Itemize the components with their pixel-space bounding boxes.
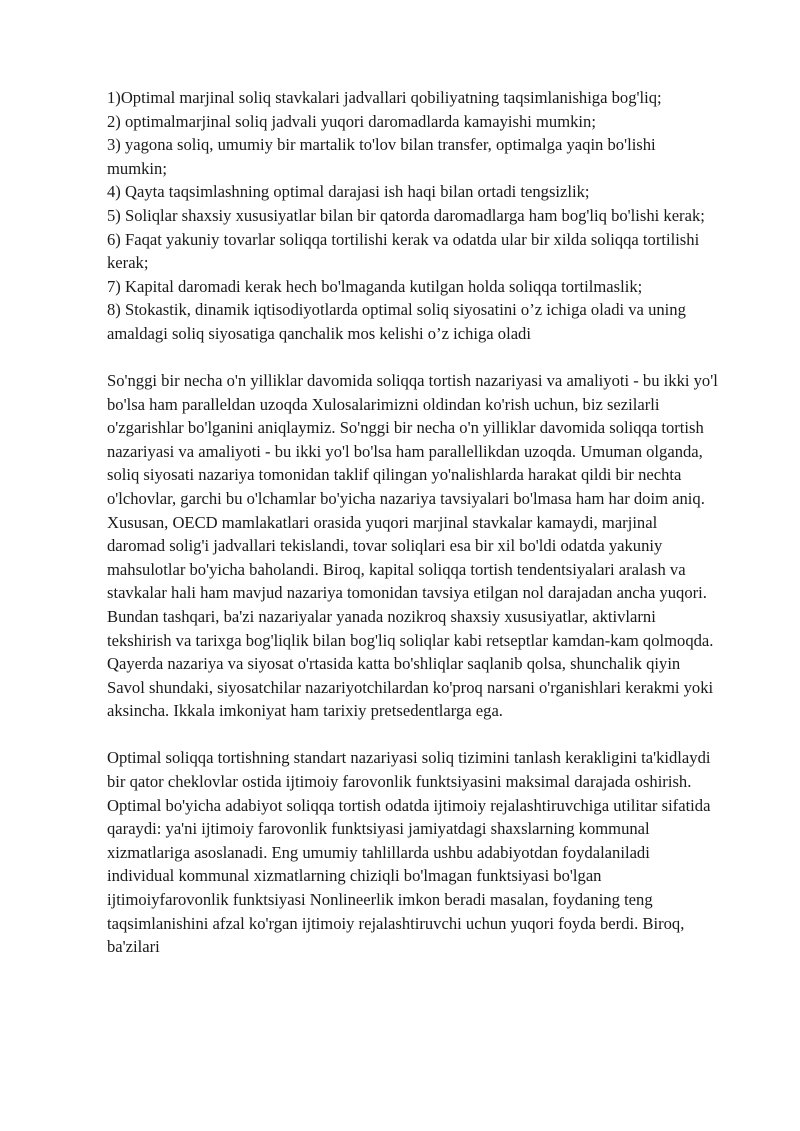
list-item: 8) Stokastik, dinamik iqtisodiyotlarda optimal soliq siyosatini o’z ichiga oladi va uning amaldagi soliq siyosatiga qanchalik mos kelishi o’z ichiga oladi <box>107 300 686 343</box>
list-item: 2) optimalmarjinal soliq jadvali yuqori daromadlarda kamayishi mumkin; <box>107 111 596 131</box>
paragraph-optimal-taxation: Optimal soliqqa tortishning standart nazariyasi soliq tizimini tanlash kerakligini ta'kidlaydi bir qator cheklovlar ostida ijtimoiy farovonlik funktsiyasini maksimal darajada oshirish. Optimal bo'yicha adabiyot soliqqa tortish odatda ijtimoiy rejalashtiruvchiga utilitar sifatida qaraydi: ya'ni ijtimoiy farovonlik funktsiyasi jamiyatdagi shaxslarning kommunal xizmatlariga asoslanadi. Eng umumiy tahlillarda ushbu adabiyotdan foydalaniladi individual kommunal xizmatlarning chiziqli bo'lmagan funktsiyasi bo'lgan ijtimoiyfarovonlik funktsiyasi Nonlineerlik imkon beradi masalan, foydaning teng taqsimlanishini afzal ko'rgan ijtimoiy rejalashtiruvchi uchun yuqori foyda berdi. Biroq, ba'zilari <box>107 748 711 957</box>
list-item: 4) Qayta taqsimlashning optimal darajasi ish haqi bilan ortadi tengsizlik; <box>107 182 590 202</box>
list-item: 6) Faqat yakuniy tovarlar soliqqa tortilishi kerak va odatda ular bir xilda soliqqa tortilishi kerak; <box>107 229 700 273</box>
paragraph-theory-practice <box>107 369 719 723</box>
list-item: 5) Soliqlar shaxsiy xususiyatlar bilan bir qatorda daromadlarga ham bog'liq bo'lishi kerak; <box>107 205 705 225</box>
document-page <box>107 86 719 959</box>
paragraph-text-continuation: Savol shundaki, siyosatchilar nazariyotchilardan ko'proq narsani o'rganishlari kerakmi yoki aksincha. Ikkala imkoniyat ham tarixiy pretsedentlarga ega. <box>107 677 714 721</box>
list-item: 3) yagona soliq, umumiy bir martalik to'lov bilan transfer, optimalga yaqin bo'lishi mumkin; <box>107 135 656 178</box>
paragraph-text: So'nggi bir necha o'n yilliklar davomida soliqqa tortish nazariyasi va amaliyoti - bu ikki yo'l bo'lsa ham paralleldan uzoqda Xulosalarimizni oldindan ko'rish uchun, biz sezilarli o'zgarishlar bo'lganini aniqlaymiz. So'nggi bir necha o'n yilliklar davomida soliqqa tortish nazariyasi va amaliyoti - bu ikki yo'l bo'lsa ham parallellikdan uzoqda. Umuman olganda, soliq siyosati nazariya tomonidan taklif qilingan yo'nalishlarda harakat qildi bir nechta o'lchovlar, garchi bu o'lchamlar bo'yicha nazariya tavsiyalari bo'lmasa ham har doim aniq. Xususan, OECD mamlakatlari orasida yuqori marjinal stavkalar kamaydi, marjinal daromad solig'i jadvallari tekislandi, tovar soliqlari esa bir xil bo'ldi odatda yakuniy mahsulotlar bo'yicha baholandi. Biroq, kapital soliqqa tortish tendentsiyalari aralash va stavkalar hali ham mavjud nazariya tomonidan tavsiya etilgan nol darajadan ancha yuqori. Bundan tashqari, ba'zi nazariyalar yanada nozikroq shaxsiy xususiyatlar, aktivlarni tekshirish va tarixga bog'liqlik bilan bog'liq soliqlar kabi retseptlar kamdan-kam qolmoqda. Qayerda nazariya va siyosat o'rtasida katta bo'shliqlar saqlanib qolsa, shunchalik qiyin <box>107 371 718 674</box>
list-item: 7) Kapital daromadi kerak hech bo'lmaganda kutilgan holda soliqqa tortilmaslik; <box>107 276 643 296</box>
list-item: 1)Optimal marjinal soliq stavkalari jadvallari qobiliyatning taqsimlanishiga bog'liq; <box>107 88 662 107</box>
findings-list <box>107 86 719 346</box>
